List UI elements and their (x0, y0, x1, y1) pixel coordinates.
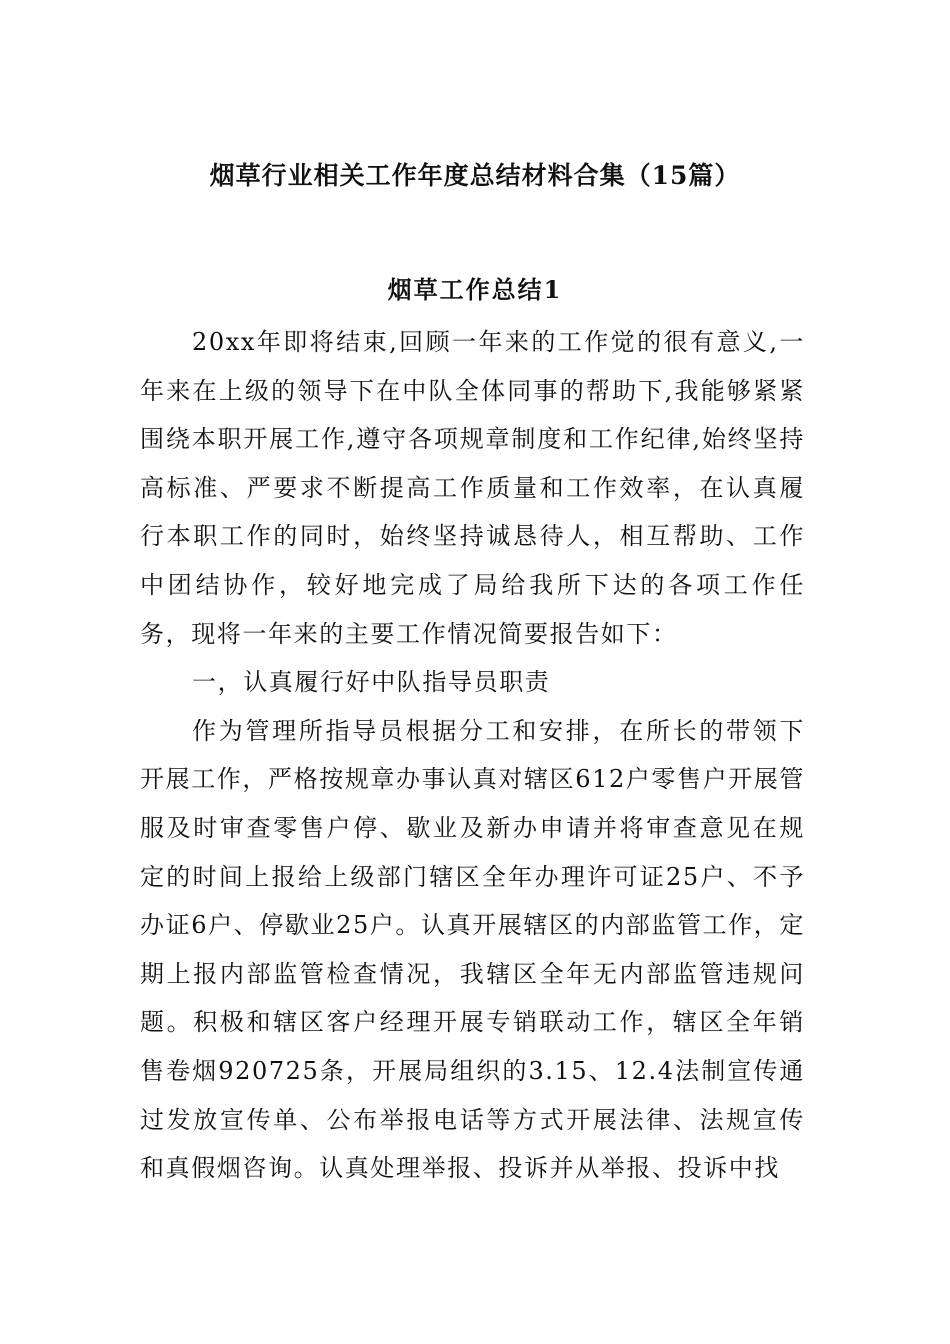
paragraph: 一，认真履行好中队指导员职责 (192, 668, 551, 697)
document-title: 烟草行业相关工作年度总结材料合集（15篇） (209, 161, 741, 190)
body-text (140, 318, 805, 1193)
section-title: 烟草工作总结1 (387, 275, 563, 304)
paragraph: 作为管理所指导员根据分工和安排，在所长的带领下开展工作，严格按规章办事认真对辖区612户零售户开展管服及时审查零售户停、歇业及新办申请并将审查意见在规定的时间上报给上级部门辖区全年办理许可证25户、不予办证6户、停歇业25户。认真开展辖区的内部监管工作，定期上报内部监管检查情况，我辖区全年无内部监管违规问题。积极和辖区客户经理开展专销联动工作，辖区全年销售卷烟920725条，开展局组织的3.15、12.4法制宣传通过发放宣传单、公布举报电话等方式开展法律、法规宣传和真假烟咨询。认真处理举报、投诉并从举报、投诉中找 (140, 716, 806, 1183)
paragraph: 20xx年即将结束,回顾一年来的工作觉的很有意义,一年来在上级的领导下在中队全体同事的帮助下,我能够紧紧围绕本职开展工作,遵守各项规章制度和工作纪律,始终坚持高标准、严要求不断提高工作质量和工作效率，在认真履行本职工作的同时，始终坚持诚恳待人，相互帮助、工作中团结协作，较好地完成了局给我所下达的各项工作任务，现将一年来的主要工作情况简要报告如下： (140, 328, 805, 648)
